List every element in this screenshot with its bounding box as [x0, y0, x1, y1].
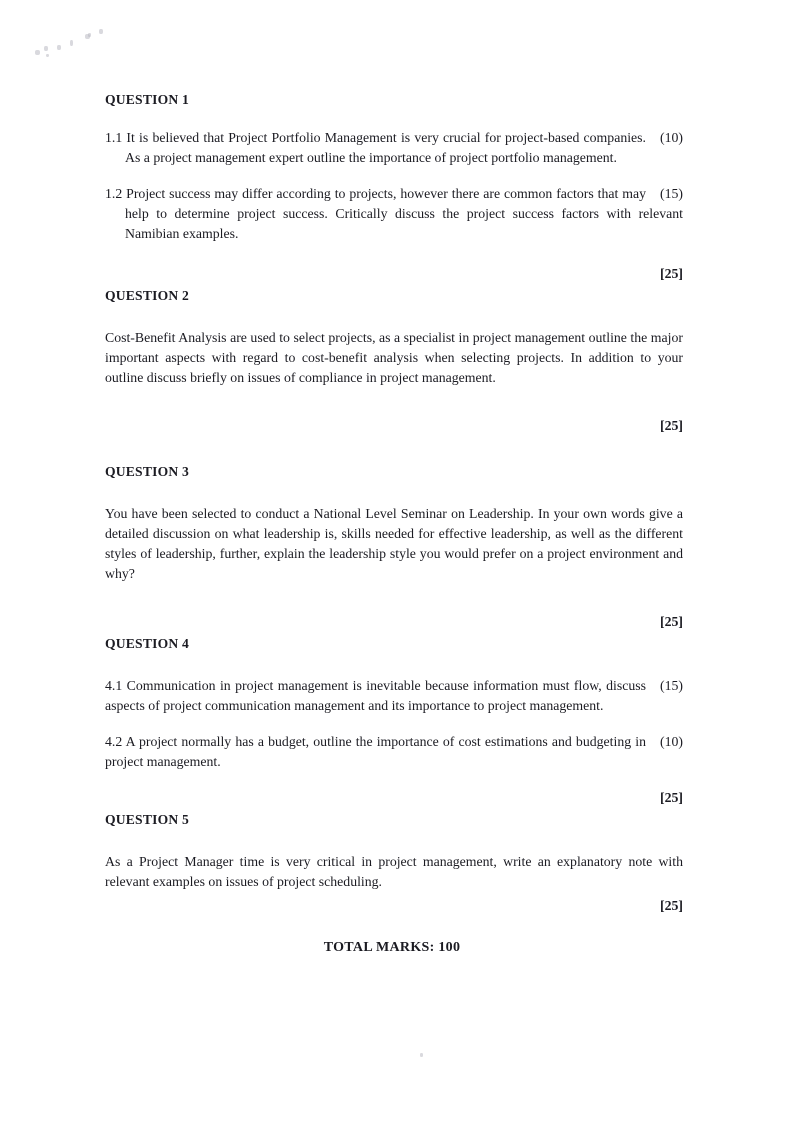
question-2-heading: QUESTION 2 [105, 288, 189, 303]
scan-speck [88, 33, 91, 37]
question-4-total-marks: [25] [660, 790, 683, 805]
question-1-item-2-text: 1.2 Project success may differ according to projects, however there are common factors that may help to determine project success. Critically discuss the project success factors with relevant Namibian examples. [105, 186, 683, 241]
question-1-item-2 [105, 184, 683, 244]
question-4-item-1 [105, 676, 683, 716]
question-1-item-2-marks: (15) [660, 186, 683, 201]
scan-speck [57, 45, 61, 50]
question-4-item-1-marks: (15) [660, 678, 683, 693]
question-4-item-2-marks: (10) [660, 734, 683, 749]
question-5-total-marks: [25] [660, 898, 683, 913]
question-4-item-2 [105, 732, 683, 772]
scan-speck [35, 50, 40, 55]
question-1-item-1-marks: (10) [660, 130, 683, 145]
question-3-heading: QUESTION 3 [105, 464, 189, 479]
scan-speck [420, 1053, 423, 1057]
question-1-item-1 [105, 128, 683, 168]
scan-speck [46, 54, 49, 57]
scan-speck [44, 46, 48, 51]
scan-speck [70, 40, 73, 46]
question-4-item-2-text: 4.2 A project normally has a budget, outline the importance of cost estimations and budgeting in project management. [105, 734, 646, 769]
total-marks-footer: TOTAL MARKS: 100 [323, 940, 461, 955]
question-3-total-marks: [25] [660, 614, 683, 629]
question-1-item-1-text: 1.1 It is believed that Project Portfolio Management is very crucial for project-based companies. As a project management expert outline the importance of project portfolio management. [105, 130, 646, 165]
exam-content [105, 92, 683, 956]
question-1-total-marks: [25] [660, 266, 683, 281]
question-5-body: As a Project Manager time is very critical in project management, write an explanatory note with relevant examples on issues of project scheduling. [105, 854, 683, 889]
question-5-heading: QUESTION 5 [105, 812, 189, 827]
question-2-total-marks: [25] [660, 418, 683, 433]
question-1-heading: QUESTION 1 [105, 92, 189, 107]
question-3-body: You have been selected to conduct a National Level Seminar on Leadership. In your own words give a detailed discussion on what leadership is, skills needed for effective leadership, as well as the different styles of leadership, further, explain the leadership style you would prefer on a project environment and why? [105, 506, 683, 581]
question-4-item-1-text: 4.1 Communication in project management is inevitable because information must flow, discuss aspects of project communication management and its importance to project management. [105, 678, 646, 713]
question-4-heading: QUESTION 4 [105, 636, 189, 651]
question-2-body: Cost-Benefit Analysis are used to select projects, as a specialist in project management outline the major important aspects with regard to cost-benefit analysis when selecting projects. In addition to your outline discuss briefly on issues of compliance in project management. [105, 330, 683, 385]
scan-speck [99, 29, 103, 34]
